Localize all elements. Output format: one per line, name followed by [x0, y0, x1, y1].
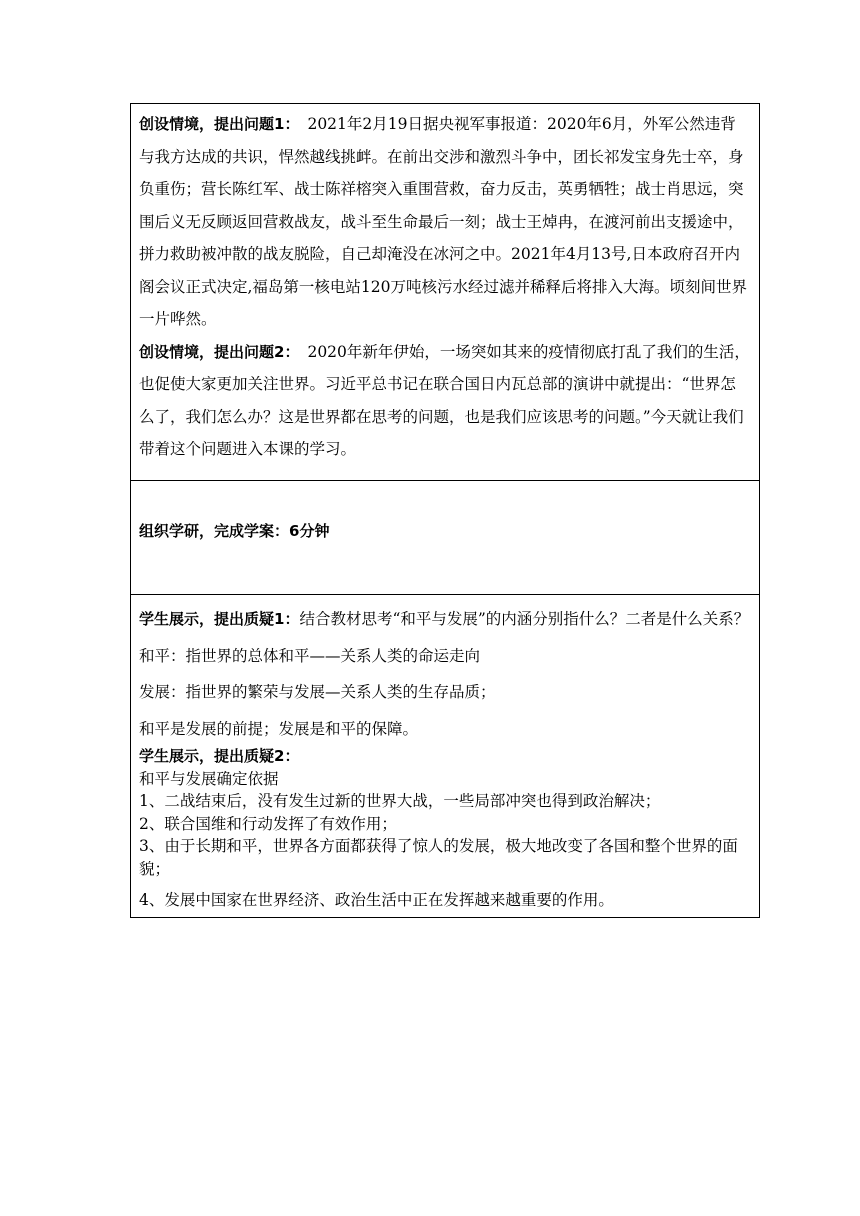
peace-definition: 和平：指世界的总体和平——关系人类的命运走向: [139, 646, 481, 665]
question-2-paragraph: [139, 336, 751, 466]
basis-title: 和平与发展确定依据: [139, 769, 279, 788]
development-definition: 发展：指世界的繁荣与发展—关系人类的生存品质；: [139, 683, 496, 701]
relation-statement: 和平是发展的前提；发展是和平的保障。: [139, 719, 419, 738]
show-row: [131, 595, 760, 918]
doubt-1-question: 结合教材思考“和平与发展”的内涵分别指什么？二者是什么关系？: [299, 610, 750, 628]
lesson-table: [130, 103, 760, 918]
question-1-paragraph: [139, 108, 751, 336]
intro-cell: [131, 104, 760, 481]
study-cell: [131, 481, 760, 595]
basis-item-3: 3、由于长期和平，世界各方面都获得了惊人的发展，极大地改变了各国和整个世界的面貌；: [139, 837, 738, 878]
basis-item-4: 4、发展中国家在世界经济、政治生活中正在发挥越来越重要的作用。: [139, 891, 614, 909]
doubt-2-label: [139, 745, 751, 768]
question-2-text: 2020年新年伊始，一场突如其来的疫情彻底打乱了我们的生活，也促使大家更加关注世界。习近平总书记在联合国日内瓦总部的演讲中就提出：“世界怎么了，我们怎么办？这是世界都在思考的问题，也是我们应该思考的问题。”今天就让我们带着这个问题进入本课的学习。: [139, 342, 750, 458]
show-cell: [131, 595, 760, 918]
basis-item-1: 1、二战结束后，没有发生过新的世界大战，一些局部冲突也得到政治解决；: [139, 792, 661, 810]
doubt-1-label: 学生展示，提出质疑1：: [139, 610, 300, 628]
doubt-2-label-text: 学生展示，提出质疑2：: [139, 747, 300, 765]
doubt-1-paragraph: [139, 603, 751, 636]
study-row: [131, 481, 760, 595]
question-1-label: 创设情境，提出问题1：: [139, 115, 292, 133]
question-2-label: 创设情境，提出问题2：: [139, 342, 292, 361]
basis-item-2: 2、联合国维和行动发挥了有效作用；: [139, 814, 397, 833]
study-label: 组织学研，完成学案：6分钟: [139, 522, 330, 541]
intro-row: [131, 104, 760, 481]
question-1-text: 2021年2月19日据央视军事报道：2020年6月，外军公然违背与我方达成的共识，悍然越线挑衅。在前出交涉和激烈斗争中，团长祁发宝身先士卒，身负重伤；营长陈红军、战士陈祥榕突入重围营救，奋力反击，英勇牺牲；战士肖思远，突围后义无反顾返回营救战友，战斗至生命最后一刻；战士王焯冉，在渡河前出支援途中，拼力救助被冲散的战友脱险，自己却淹没在冰河之中。2021年4月13号,日本政府召开内阁会议正式决定,福岛第一核电站120万吨核污水经过滤并稀释后将排入大海。顷刻间世界一片哗然。: [139, 115, 748, 328]
